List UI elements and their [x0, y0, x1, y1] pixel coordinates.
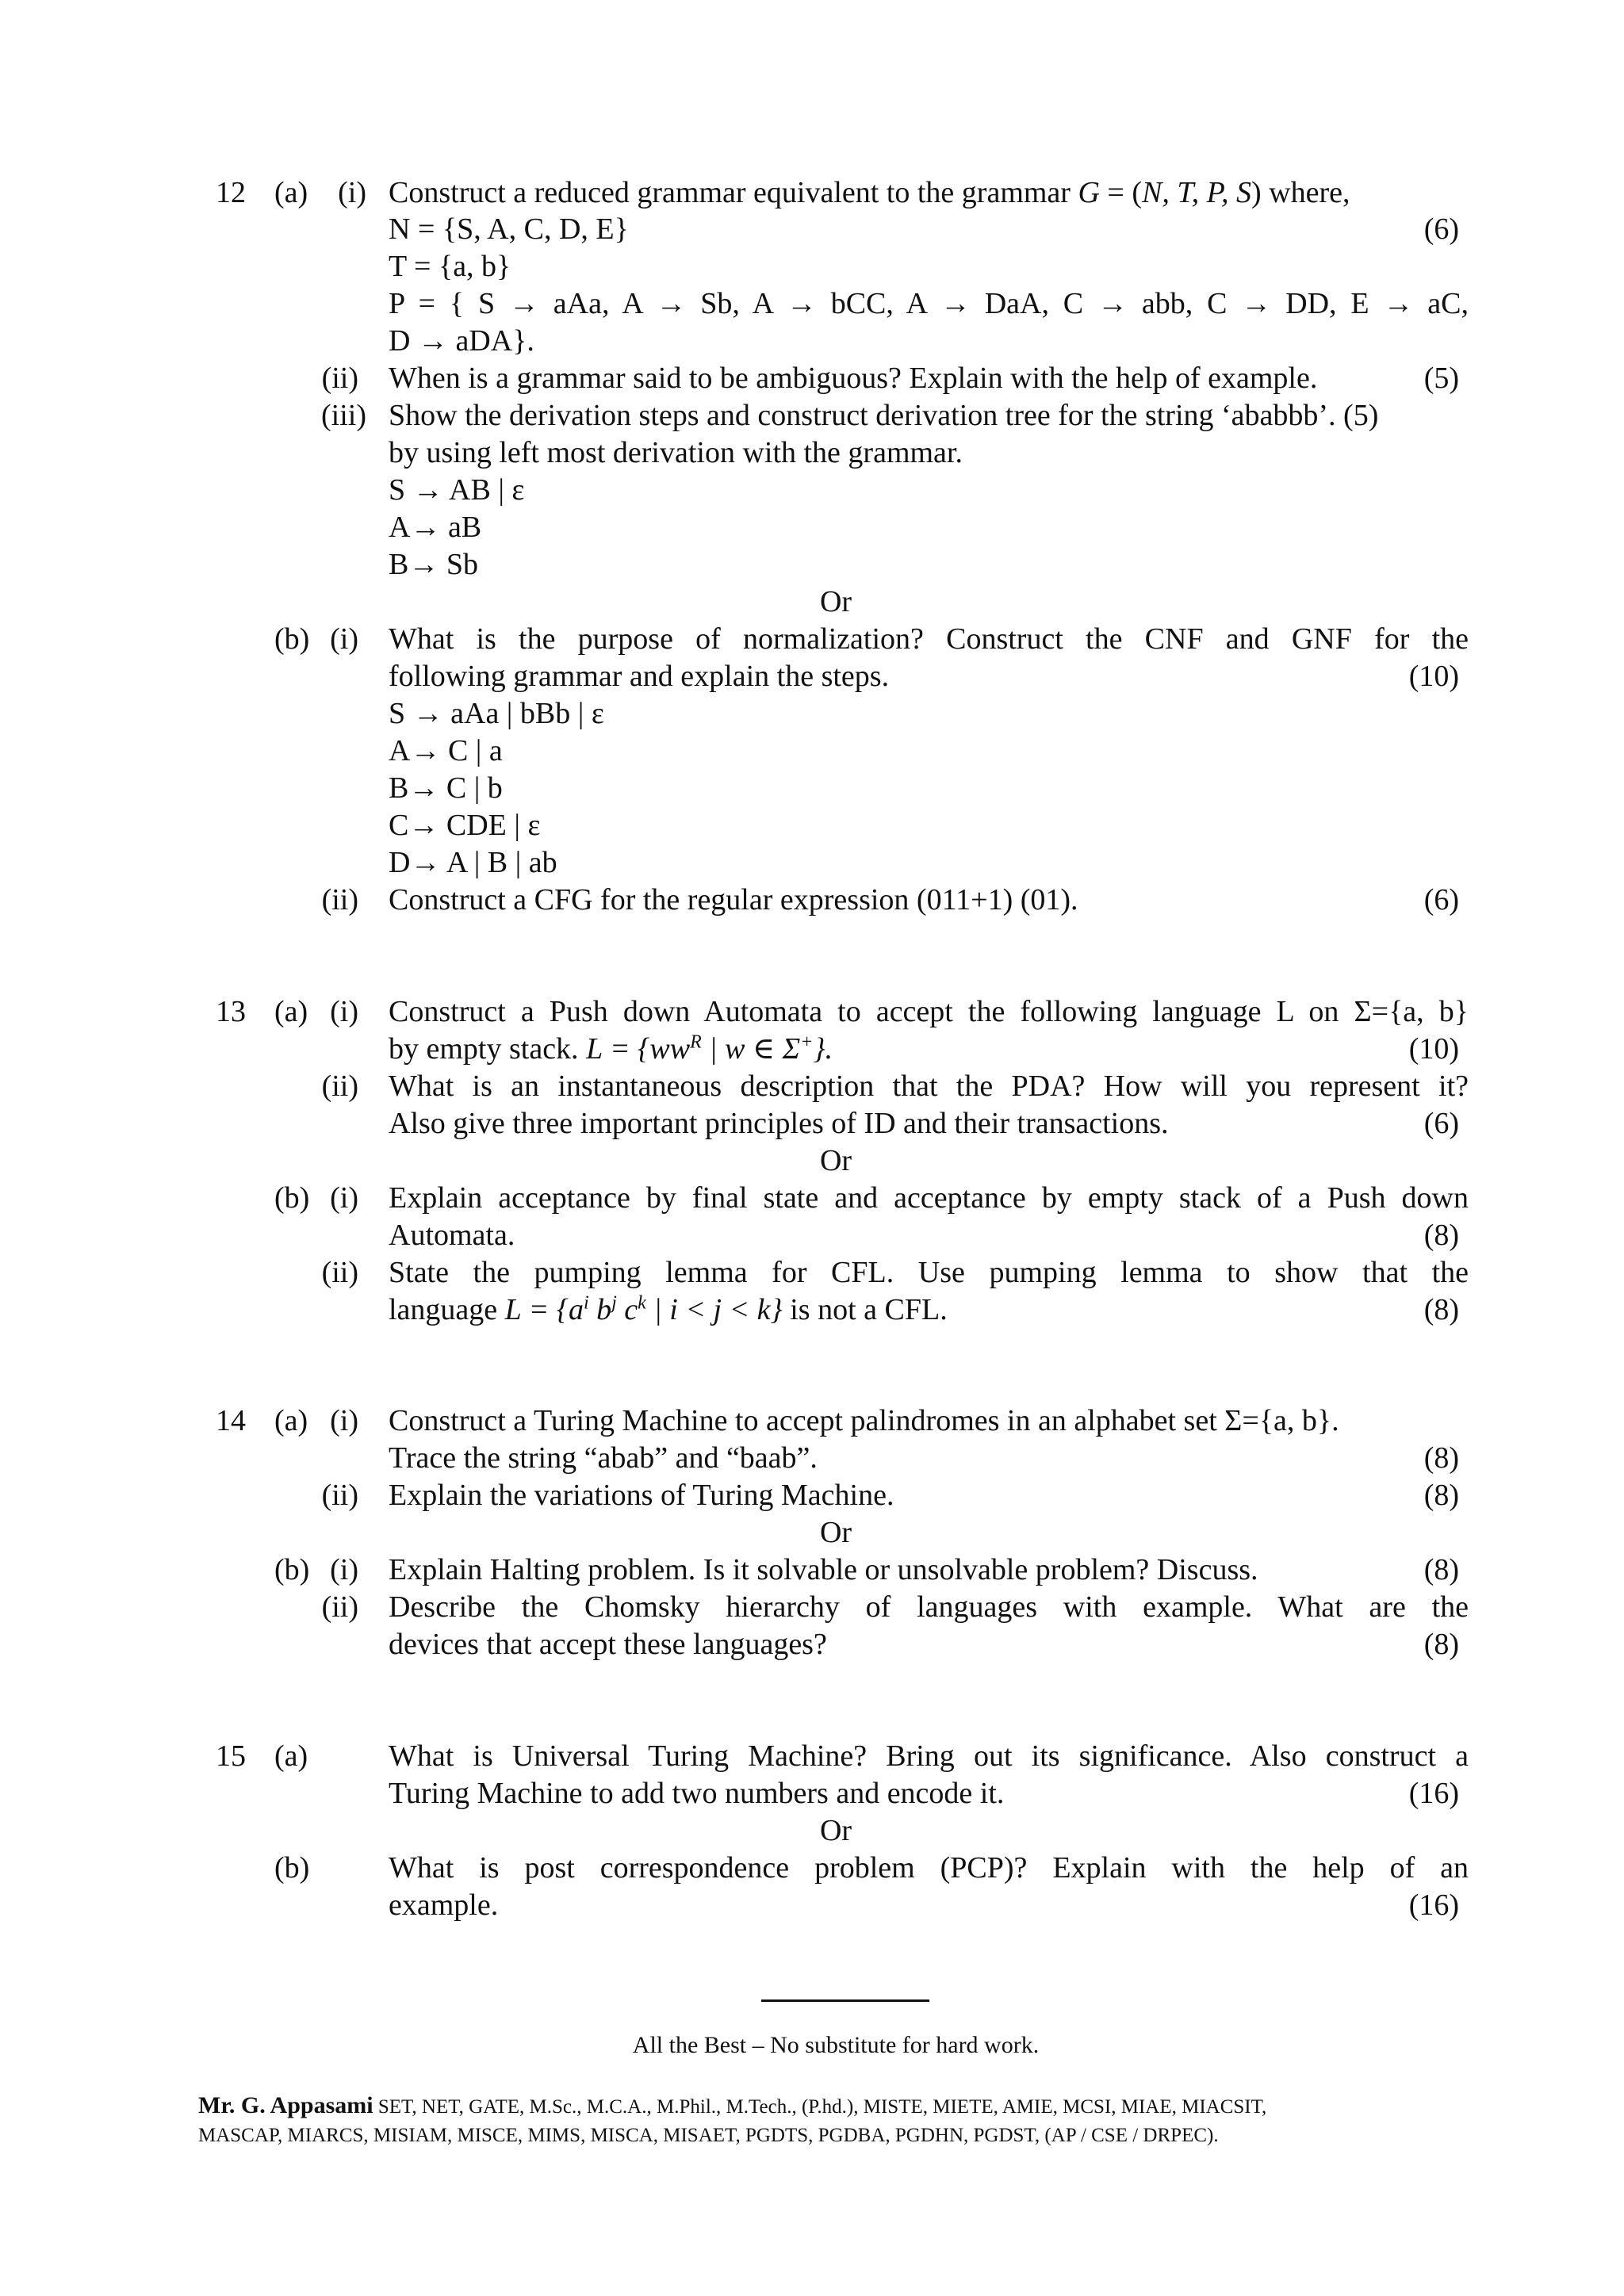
question-text: What is post correspondence problem (PCP)? Explain with the help of an: [389, 1851, 1469, 1885]
grammar-line: N = {S, A, C, D, E}: [389, 212, 629, 246]
marks: (8): [1423, 1293, 1459, 1326]
q12-a-iii-rule3: [0, 545, 1624, 584]
question-text: What is an instantaneous description that the PDA? How will you represent it?: [389, 1070, 1469, 1103]
q15-b-line1: [0, 1849, 1624, 1887]
part-label: (a): [274, 1404, 308, 1437]
subpart-label: (ii): [321, 1070, 358, 1103]
or-separator: Or: [819, 1144, 852, 1177]
subpart-label: (i): [338, 176, 366, 209]
part-label: (a): [274, 995, 308, 1028]
grammar-line: A→ C | a: [389, 734, 503, 767]
q12-b-i-rule2: [0, 732, 1624, 770]
q14-b-i: [0, 1551, 1624, 1589]
grammar-line: S → aAa | bBb | ε: [389, 697, 604, 730]
question-number: 12: [216, 176, 246, 209]
q13-a-ii-line1: [0, 1067, 1624, 1105]
q12-or: [0, 583, 1624, 621]
marks: (6): [1423, 1107, 1459, 1140]
grammar-line: S → AB | ε: [389, 473, 525, 507]
question-text: Construct a Push down Automata to accept the following language L on Σ={a, b}: [389, 995, 1469, 1028]
question-text: by empty stack. $L = \{ww^R$ | w ∈ Σ+}.: [389, 1031, 833, 1066]
marks: (10): [1408, 1032, 1459, 1066]
question-text: Construct a reduced grammar equivalent to the grammar G = (N, T, P, S) where,: [389, 176, 1350, 209]
question-text: Describe the Chomsky hierarchy of languages with example. What are the: [389, 1590, 1469, 1624]
question-text: Trace the string “abab” and “baab”.: [389, 1441, 818, 1475]
grammar-line: T = {a, b}: [389, 250, 511, 283]
subpart-label: (ii): [321, 883, 358, 916]
author-credentials: SET, NET, GATE, M.Sc., M.C.A., M.Phil., M.Tech., (P.hd.), MISTE, MIETE, AMIE, MCSI, MIAE, MIACSIT,: [373, 2096, 1267, 2118]
question-text: Construct a CFG for the regular expression (011+1) (01).: [389, 883, 1078, 916]
grammar-line: P = { S → aAa, A → Sb, A → bCC, A → DaA, C → abb, C → DD, E → aC,: [389, 287, 1469, 320]
subpart-label: (i): [330, 995, 358, 1028]
question-text: following grammar and explain the steps.: [389, 660, 890, 693]
subpart-label: (ii): [321, 362, 358, 395]
q12-b-i-rule3: [0, 769, 1624, 807]
q15-or: [0, 1812, 1624, 1850]
language-expression: $L = \{ww^R$ | w ∈ Σ+}.: [586, 1031, 833, 1066]
q15-a-line1: [0, 1737, 1624, 1775]
question-text: Also give three important principles of ID and their transactions.: [389, 1107, 1169, 1140]
author-name: Mr. G. Appasami: [198, 2092, 373, 2118]
q13-b-i-line2: [0, 1216, 1624, 1254]
q12-a-i-line2: [0, 210, 1624, 248]
question-text: Show the derivation steps and construct derivation tree for the string ‘ababbb’. (5): [389, 399, 1379, 432]
author-line1: [198, 2091, 1266, 2122]
marks: (10): [1408, 660, 1459, 693]
marks: (16): [1408, 1777, 1459, 1810]
question-number: 13: [216, 995, 246, 1028]
subpart-label: (ii): [321, 1590, 358, 1624]
q12-a-i-line5: [0, 322, 1624, 360]
marks: (16): [1408, 1888, 1459, 1922]
subpart-label: (i): [330, 1404, 358, 1437]
q12-b-i-line2: [0, 657, 1624, 695]
question-text: Construct a Turing Machine to accept palindromes in an alphabet set Σ={a, b}.: [389, 1404, 1339, 1437]
q14-b-ii-line2: [0, 1625, 1624, 1663]
q12-b-i-rule1: [0, 695, 1624, 733]
q15-b-line2: [0, 1886, 1624, 1924]
marks: (6): [1423, 212, 1459, 246]
q12-a-i-line4: [0, 285, 1624, 323]
question-number: 15: [216, 1739, 246, 1773]
q14-a-ii: [0, 1476, 1624, 1514]
question-text: Turing Machine to add two numbers and encode it.: [389, 1777, 1005, 1810]
subpart-label: (iii): [321, 399, 366, 432]
part-label: (a): [274, 176, 308, 209]
grammar-line: B→ Sb: [389, 548, 478, 581]
marks: (5): [1423, 362, 1459, 395]
subpart-label: (i): [330, 1181, 358, 1215]
marks: (8): [1423, 1441, 1459, 1475]
q13-a-i-line1: [0, 993, 1624, 1031]
question-text: by using left most derivation with the grammar.: [389, 436, 963, 469]
marks: (8): [1423, 1553, 1459, 1586]
q12-a-i-line1: [0, 174, 1624, 212]
q12-b-ii: [0, 881, 1624, 919]
question-text: Explain acceptance by final state and acceptance by empty stack of a Push down: [389, 1181, 1469, 1215]
question-text: example.: [389, 1888, 499, 1922]
q14-or: [0, 1513, 1624, 1552]
language-expression: $L = \{a^i$ $b^j$ $c^k$ | i < j < k}: [504, 1292, 783, 1326]
question-text: State the pumping lemma for CFL. Use pumping lemma to show that the: [389, 1256, 1469, 1289]
q12-a-iii-line2: [0, 434, 1624, 472]
footer-divider: [761, 1999, 929, 2002]
question-text: Explain Halting problem. Is it solvable or unsolvable problem? Discuss.: [389, 1553, 1258, 1586]
subpart-label: (i): [330, 622, 358, 656]
q13-b-i-line1: [0, 1179, 1624, 1217]
or-separator: Or: [819, 1516, 852, 1549]
grammar-line: D → aDA}.: [389, 324, 534, 358]
marks: (6): [1423, 883, 1459, 916]
q13-b-ii-line1: [0, 1253, 1624, 1292]
grammar-line: D→ A | B | ab: [389, 846, 557, 879]
part-label: (b): [274, 622, 310, 656]
author-line2: [198, 2122, 1219, 2150]
question-text: What is the purpose of normalization? Construct the CNF and GNF for the: [389, 622, 1469, 656]
subpart-label: (i): [330, 1553, 358, 1586]
q12-a-iii-line1: [0, 396, 1624, 434]
q12-a-iii-rule1: [0, 471, 1624, 509]
q14-a-i-line1: [0, 1402, 1624, 1440]
part-label: (b): [274, 1851, 310, 1885]
q14-a-i-line2: [0, 1439, 1624, 1477]
q13-a-ii-line2: [0, 1104, 1624, 1142]
question-text: Explain the variations of Turing Machine.: [389, 1479, 894, 1512]
marks: (8): [1423, 1628, 1459, 1661]
marks: (8): [1423, 1219, 1459, 1252]
q15-a-line2: [0, 1774, 1624, 1812]
question-text: Automata.: [389, 1219, 515, 1252]
footer-message: All the Best – No substitute for hard work.: [632, 2032, 1040, 2058]
q12-a-iii-rule2: [0, 508, 1624, 546]
question-number: 14: [216, 1404, 246, 1437]
grammar-line: C→ CDE | ε: [389, 809, 541, 842]
author-credentials: MASCAP, MIARCS, MISIAM, MISCE, MIMS, MISCA, MISAET, PGDTS, PGDBA, PGDHN, PGDST, (AP / CSE / DRPEC).: [198, 2125, 1219, 2146]
q14-b-ii-line1: [0, 1588, 1624, 1626]
part-label: (b): [274, 1181, 310, 1215]
q12-a-ii: [0, 359, 1624, 397]
q13-a-i-line2: [0, 1030, 1624, 1068]
q13-or: [0, 1142, 1624, 1180]
marks: (8): [1423, 1479, 1459, 1512]
grammar-line: A→ aB: [389, 511, 482, 544]
subpart-label: (ii): [321, 1479, 358, 1512]
question-text: devices that accept these languages?: [389, 1628, 827, 1661]
q12-b-i-rule5: [0, 844, 1624, 882]
subpart-label: (ii): [321, 1256, 358, 1289]
question-text: When is a grammar said to be ambiguous? Explain with the help of example.: [389, 362, 1318, 395]
or-separator: Or: [819, 585, 852, 618]
grammar-line: B→ C | b: [389, 771, 503, 805]
q12-a-i-line3: [0, 247, 1624, 285]
question-text: What is Universal Turing Machine? Bring out its significance. Also construct a: [389, 1739, 1469, 1773]
q12-b-i-line1: [0, 620, 1624, 658]
part-label: (a): [274, 1739, 308, 1773]
q13-b-ii-line2: [0, 1291, 1624, 1329]
part-label: (b): [274, 1553, 310, 1586]
or-separator: Or: [819, 1814, 852, 1847]
q12-b-i-rule4: [0, 806, 1624, 844]
question-text: language $L = \{a^i$ $b^j$ $c^k$ | i < j < k} is not a CFL.: [389, 1292, 948, 1326]
